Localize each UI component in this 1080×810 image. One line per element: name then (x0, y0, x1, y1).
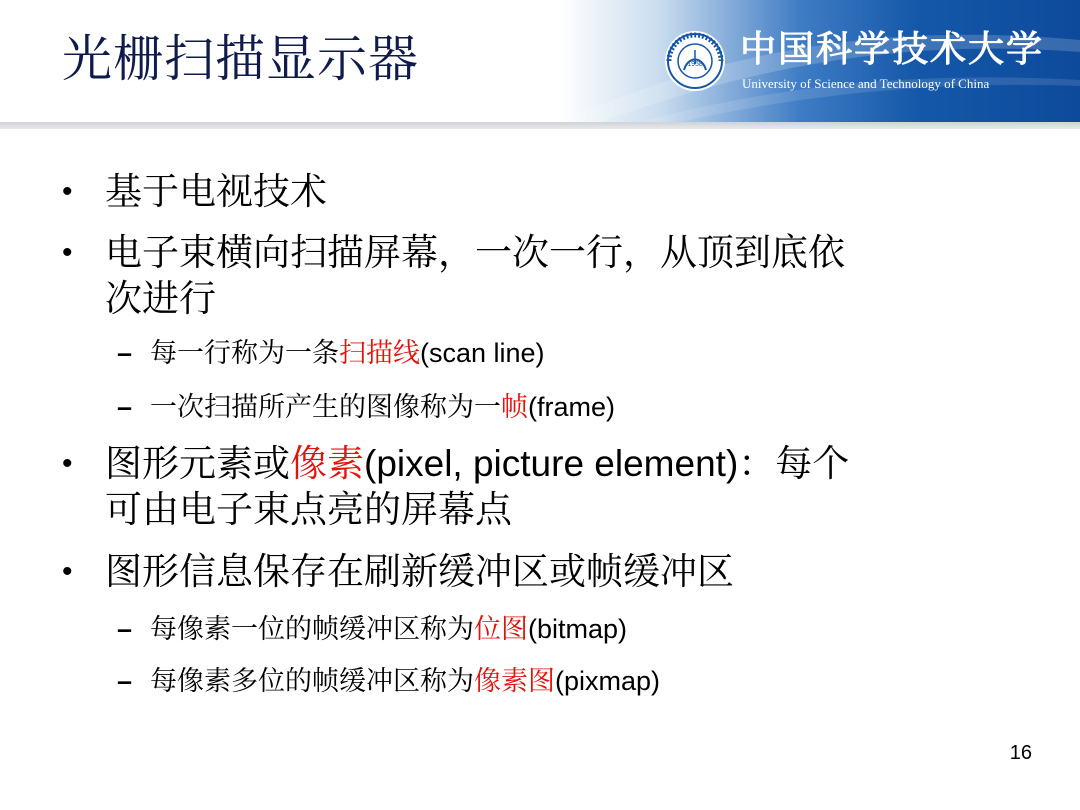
sub-bullet-item (117, 609, 1017, 649)
highlight-term: 像素 (290, 442, 364, 485)
bullet-marker: • (62, 175, 73, 208)
bullet-text-line2: 可由电子束点亮的屏幕点 (105, 488, 512, 531)
highlight-term: 像素图 (474, 666, 555, 697)
sub-bullet-text: 每一行称为一条扫描线(scan line) (150, 338, 545, 369)
highlight-term: 位图 (474, 614, 528, 645)
sub-bullet-text: 每像素一位的帧缓冲区称为位图(bitmap) (150, 614, 628, 645)
highlight-term: 帧 (501, 392, 528, 423)
page-number: 16 (1009, 742, 1032, 764)
bullet-item (62, 229, 1042, 325)
highlight-term: 扫描线 (339, 338, 420, 369)
bullet-text-line2: 次进行 (105, 277, 216, 320)
sub-bullet-marker: – (117, 338, 133, 368)
sub-bullet-text: 一次扫描所产生的图像称为一帧(frame) (150, 392, 615, 423)
bullet-marker: • (62, 555, 73, 588)
emblem-year: 1958 (687, 61, 703, 68)
bullet-text-line1: 电子束横向扫描屏幕，一次一行，从顶到底依 (105, 231, 845, 274)
sub-bullet-item (117, 661, 1017, 701)
sub-bullet-text: 每像素多位的帧缓冲区称为像素图(pixmap) (150, 666, 661, 697)
bullet-marker: • (62, 447, 73, 480)
bullet-item (62, 548, 1042, 596)
sub-bullet-marker: – (117, 666, 133, 696)
sub-bullet-item (117, 333, 1017, 373)
slide-title: 光栅扫描显示器 (62, 30, 419, 88)
bullet-marker: • (62, 236, 73, 269)
sub-bullet-marker: – (117, 614, 133, 644)
bullet-item (62, 440, 1042, 536)
sub-bullet-item (117, 387, 1017, 427)
bullet-text: 图形信息保存在刷新缓冲区或帧缓冲区 (105, 550, 734, 593)
bullet-text-line1: 图形元素或像素(pixel, picture element)：每个 (105, 442, 850, 485)
sub-bullet-marker: – (117, 392, 133, 422)
bullet-item (62, 168, 1042, 216)
university-name-chinese: 中国科学技术大学 (740, 28, 1045, 70)
university-name-english: University of Science and Technology of China (742, 76, 990, 91)
bullet-text: 基于电视技术 (105, 170, 327, 213)
